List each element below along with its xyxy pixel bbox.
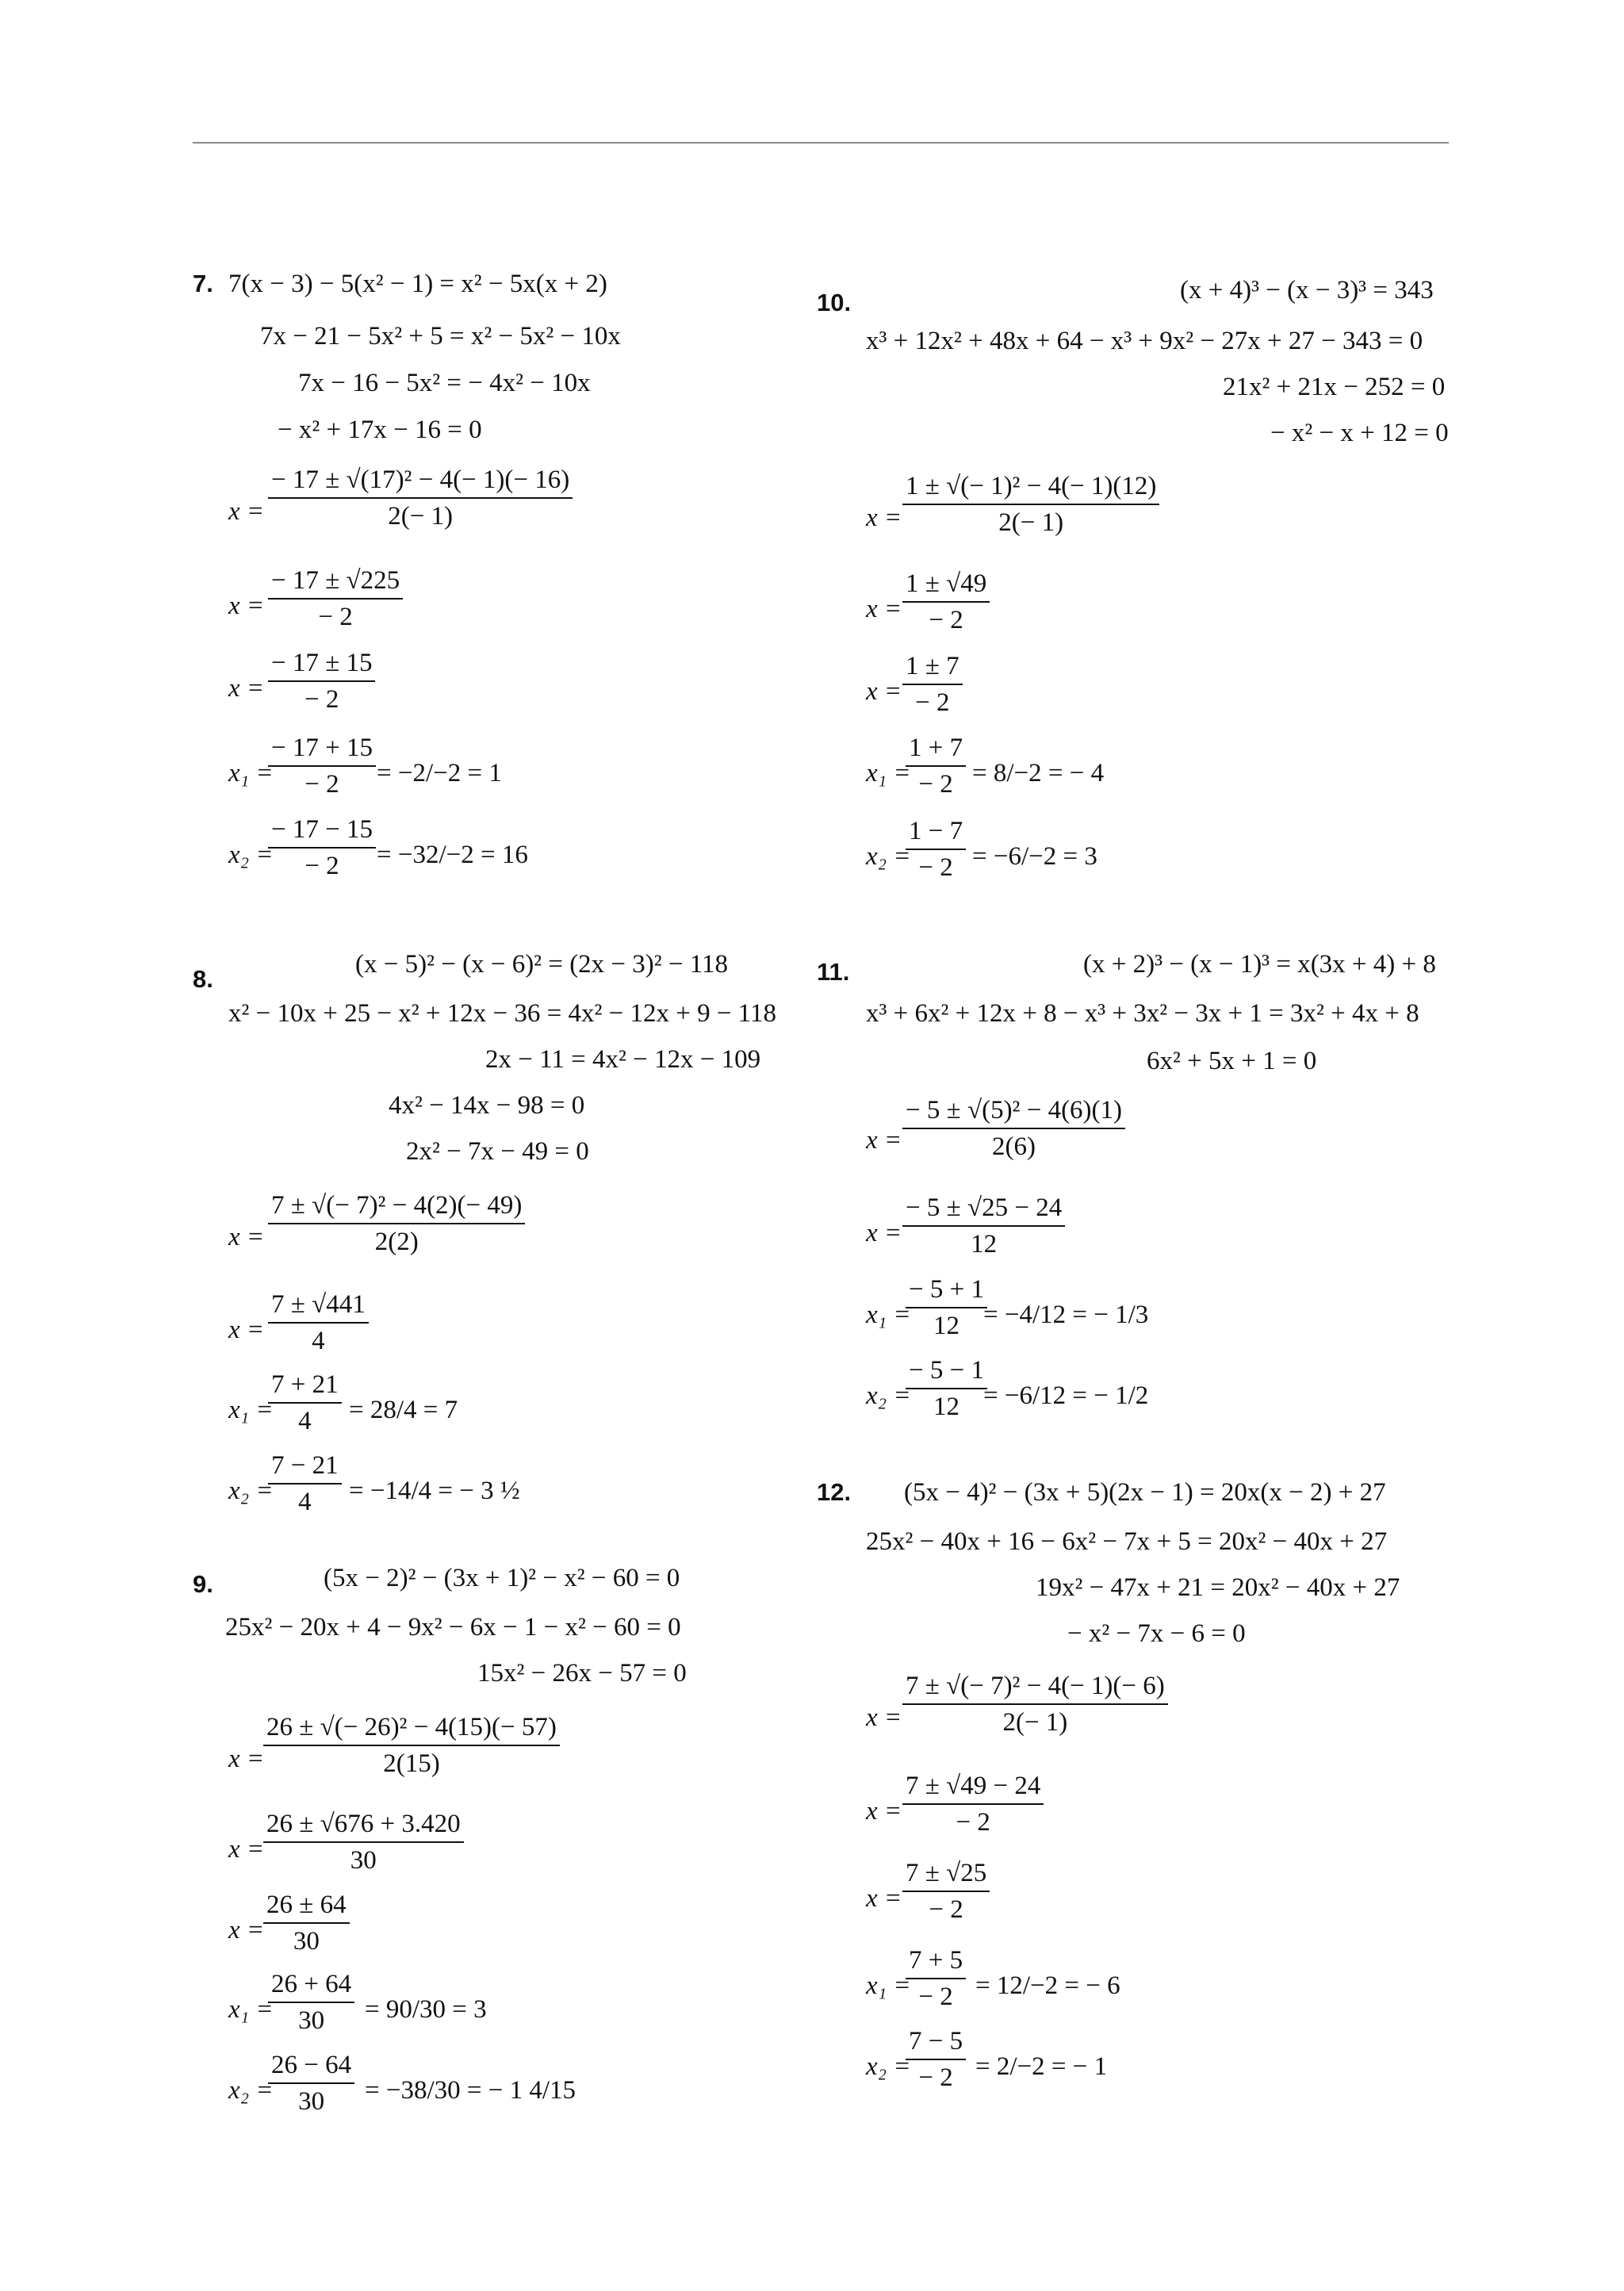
equation-line: x³ + 12x² + 48x + 64 − x³ + 9x² − 27x + 27 − 343 = 0	[866, 327, 1423, 355]
step-fraction	[906, 2025, 966, 2094]
denominator: − 2	[318, 603, 353, 631]
equation-line: 7(x − 3) − 5(x² − 1) = x² − 5x(x + 2)	[228, 270, 607, 298]
numerator: 26 ± √(− 26)² − 4(15)(− 57)	[263, 1711, 560, 1746]
step-fraction	[263, 1889, 350, 1957]
equation-line: − x² − 7x − 6 = 0	[1067, 1619, 1246, 1648]
problem-number: 11.	[817, 958, 850, 986]
step-lhs: x =	[866, 504, 902, 532]
denominator: 30	[298, 2006, 325, 2035]
equation-line: 19x² − 47x + 21 = 20x² − 40x + 27	[1036, 1573, 1400, 1602]
numerator: 1 − 7	[906, 815, 966, 850]
step-result: = 8/−2 = − 4	[972, 759, 1105, 787]
denominator: 30	[298, 2087, 325, 2116]
numerator: 26 ± √676 + 3.420	[263, 1808, 464, 1843]
equation-line: 4x² − 14x − 98 = 0	[389, 1091, 585, 1120]
numerator: 7 + 21	[268, 1369, 342, 1404]
denominator: 2(6)	[992, 1132, 1036, 1161]
numerator: − 5 ± √25 − 24	[902, 1192, 1065, 1227]
step-lhs: x₂ =	[228, 841, 274, 869]
denominator: 2(15)	[383, 1749, 440, 1778]
denominator: 2(− 1)	[1002, 1708, 1068, 1737]
denominator: 2(2)	[374, 1228, 419, 1256]
equation-line: 25x² − 20x + 4 − 9x² − 6x − 1 − x² − 60 = 0	[225, 1613, 681, 1642]
denominator: 4	[298, 1488, 312, 1516]
equation-line: 25x² − 40x + 16 − 6x² − 7x + 5 = 20x² − 40x + 27	[866, 1527, 1388, 1556]
step-fraction	[268, 1289, 369, 1357]
step-lhs: x =	[228, 1223, 265, 1251]
step-fraction	[906, 1274, 987, 1342]
denominator: − 2	[304, 685, 339, 714]
step-fraction	[263, 1808, 464, 1876]
step-lhs: x₂ =	[866, 1381, 911, 1410]
step-result: = 2/−2 = − 1	[975, 2052, 1108, 2081]
step-result: = −2/−2 = 1	[377, 759, 502, 787]
equation-line: (x + 4)³ − (x − 3)³ = 343	[1180, 276, 1434, 305]
denominator: − 2	[915, 688, 950, 717]
step-fraction	[906, 1354, 987, 1423]
step-fraction	[902, 650, 963, 718]
problem-number: 9.	[193, 1570, 213, 1598]
step-fraction	[902, 1094, 1125, 1163]
numerator: 7 ± √25	[902, 1857, 990, 1892]
numerator: − 17 ± √225	[268, 565, 403, 600]
step-fraction	[906, 815, 966, 883]
numerator: 1 + 7	[906, 732, 966, 767]
step-fraction	[268, 732, 376, 800]
numerator: 7 + 5	[906, 1944, 966, 1979]
denominator: 4	[312, 1327, 325, 1355]
step-lhs: x₁ =	[228, 1396, 274, 1424]
step-lhs: x₁ =	[866, 1971, 911, 2000]
step-result: = 12/−2 = − 6	[975, 1971, 1120, 2000]
step-fraction	[906, 1944, 966, 2013]
step-fraction	[268, 814, 376, 882]
problem-number: 12.	[817, 1478, 852, 1506]
step-result: = −14/4 = − 3 ½	[349, 1477, 520, 1505]
header-rule	[193, 142, 1449, 144]
step-fraction	[902, 1192, 1065, 1260]
numerator: 7 − 5	[906, 2025, 966, 2060]
numerator: 26 − 64	[268, 2049, 354, 2084]
step-fraction	[902, 470, 1159, 538]
step-lhs: x₂ =	[228, 1477, 274, 1505]
numerator: − 17 − 15	[268, 814, 376, 849]
numerator: 1 ± √(− 1)² − 4(− 1)(12)	[902, 470, 1159, 505]
step-fraction	[268, 565, 403, 633]
step-lhs: x =	[228, 497, 265, 526]
step-lhs: x₂ =	[866, 2052, 911, 2081]
equation-line: 15x² − 26x − 57 = 0	[477, 1659, 687, 1688]
step-lhs: x =	[228, 1835, 265, 1864]
step-result: = −6/−2 = 3	[972, 842, 1097, 871]
equation-line: (5x − 4)² − (3x + 5)(2x − 1) = 20x(x − 2) + 27	[904, 1478, 1386, 1507]
step-lhs: x =	[866, 1126, 902, 1155]
step-fraction	[268, 1450, 342, 1518]
step-lhs: x =	[866, 595, 902, 623]
numerator: 7 ± √(− 7)² − 4(2)(− 49)	[268, 1190, 525, 1224]
numerator: − 5 ± √(5)² − 4(6)(1)	[902, 1094, 1125, 1129]
step-fraction	[268, 1369, 342, 1437]
step-fraction	[906, 732, 966, 800]
step-lhs: x₁ =	[228, 1995, 274, 2024]
step-fraction	[902, 568, 990, 636]
numerator: 1 ± √49	[902, 568, 990, 603]
denominator: − 2	[918, 1983, 953, 2011]
equation-line: x² − 10x + 25 − x² + 12x − 36 = 4x² − 12x + 9 − 118	[228, 999, 776, 1028]
step-fraction	[268, 647, 375, 715]
numerator: − 5 − 1	[906, 1354, 987, 1389]
step-lhs: x =	[866, 677, 902, 706]
problem-number: 7.	[193, 270, 213, 297]
step-lhs: x =	[866, 1884, 902, 1913]
equation-line: 7x − 16 − 5x² = − 4x² − 10x	[298, 369, 591, 397]
denominator: − 2	[929, 1895, 963, 1924]
numerator: 7 − 21	[268, 1450, 342, 1485]
denominator: 2(− 1)	[388, 502, 454, 531]
denominator: − 2	[304, 852, 339, 880]
step-lhs: x =	[866, 1219, 902, 1247]
step-result: = 90/30 = 3	[365, 1995, 487, 2024]
numerator: 7 ± √(− 7)² − 4(− 1)(− 6)	[902, 1670, 1168, 1705]
step-result: = 28/4 = 7	[349, 1396, 458, 1424]
equation-line: 2x − 11 = 4x² − 12x − 109	[485, 1045, 761, 1074]
step-lhs: x =	[228, 1916, 265, 1944]
step-fraction	[902, 1770, 1044, 1838]
problem-number: 10.	[817, 289, 852, 316]
numerator: 26 + 64	[268, 1968, 354, 2003]
numerator: − 5 + 1	[906, 1274, 987, 1308]
step-fraction	[268, 464, 573, 532]
equation-line: (x + 2)³ − (x − 1)³ = x(3x + 4) + 8	[1083, 950, 1436, 979]
equation-line: − x² + 17x − 16 = 0	[278, 416, 482, 444]
step-lhs: x =	[228, 592, 265, 620]
equation-line: 21x² + 21x − 252 = 0	[1223, 373, 1446, 401]
step-lhs: x₁ =	[228, 759, 274, 787]
step-fraction	[268, 1968, 354, 2036]
denominator: 4	[298, 1407, 312, 1435]
step-fraction	[268, 1190, 525, 1258]
equation-line: (x − 5)² − (x − 6)² = (2x − 3)² − 118	[355, 950, 729, 979]
denominator: − 2	[918, 2063, 953, 2092]
equation-line: (5x − 2)² − (3x + 1)² − x² − 60 = 0	[324, 1564, 680, 1592]
step-result: = −4/12 = − 1/3	[983, 1301, 1149, 1329]
numerator: 7 ± √441	[268, 1289, 369, 1324]
step-lhs: x₁ =	[866, 1301, 911, 1329]
denominator: − 2	[956, 1808, 990, 1837]
step-lhs: x =	[228, 1316, 265, 1344]
denominator: − 2	[304, 770, 339, 799]
numerator: 1 ± 7	[902, 650, 963, 685]
numerator: 26 ± 64	[263, 1889, 350, 1924]
step-result: = −32/−2 = 16	[377, 841, 528, 869]
step-fraction	[902, 1857, 990, 1925]
step-lhs: x₁ =	[866, 759, 911, 787]
denominator: 30	[293, 1927, 320, 1956]
numerator: − 17 ± √(17)² − 4(− 1)(− 16)	[268, 464, 573, 499]
equation-line: x³ + 6x² + 12x + 8 − x³ + 3x² − 3x + 1 = 3x² + 4x + 8	[866, 999, 1419, 1028]
step-fraction	[263, 1711, 560, 1780]
numerator: − 17 + 15	[268, 732, 376, 767]
numerator: 7 ± √49 − 24	[902, 1770, 1044, 1805]
denominator: − 2	[918, 770, 953, 799]
step-fraction	[902, 1670, 1168, 1738]
denominator: 2(− 1)	[998, 508, 1064, 537]
denominator: 30	[350, 1846, 377, 1875]
step-lhs: x₂ =	[866, 842, 911, 871]
step-lhs: x =	[866, 1703, 902, 1732]
equation-line: 7x − 21 − 5x² + 5 = x² − 5x² − 10x	[260, 322, 621, 351]
equation-line: − x² − x + 12 = 0	[1270, 419, 1449, 447]
denominator: − 2	[918, 853, 953, 882]
numerator: − 17 ± 15	[268, 647, 375, 682]
equation-line: 2x² − 7x − 49 = 0	[406, 1137, 589, 1166]
denominator: 12	[933, 1312, 959, 1340]
step-lhs: x =	[866, 1797, 902, 1826]
step-result: = −6/12 = − 1/2	[983, 1381, 1149, 1410]
step-lhs: x =	[228, 1745, 265, 1773]
step-lhs: x =	[228, 674, 265, 703]
problem-number: 8.	[193, 965, 213, 993]
denominator: 12	[933, 1393, 959, 1421]
denominator: 12	[971, 1230, 998, 1259]
step-result: = −38/30 = − 1 4/15	[365, 2076, 576, 2105]
step-lhs: x₂ =	[228, 2076, 274, 2105]
step-fraction	[268, 2049, 354, 2117]
equation-line: 6x² + 5x + 1 = 0	[1147, 1047, 1317, 1075]
denominator: − 2	[929, 606, 963, 634]
